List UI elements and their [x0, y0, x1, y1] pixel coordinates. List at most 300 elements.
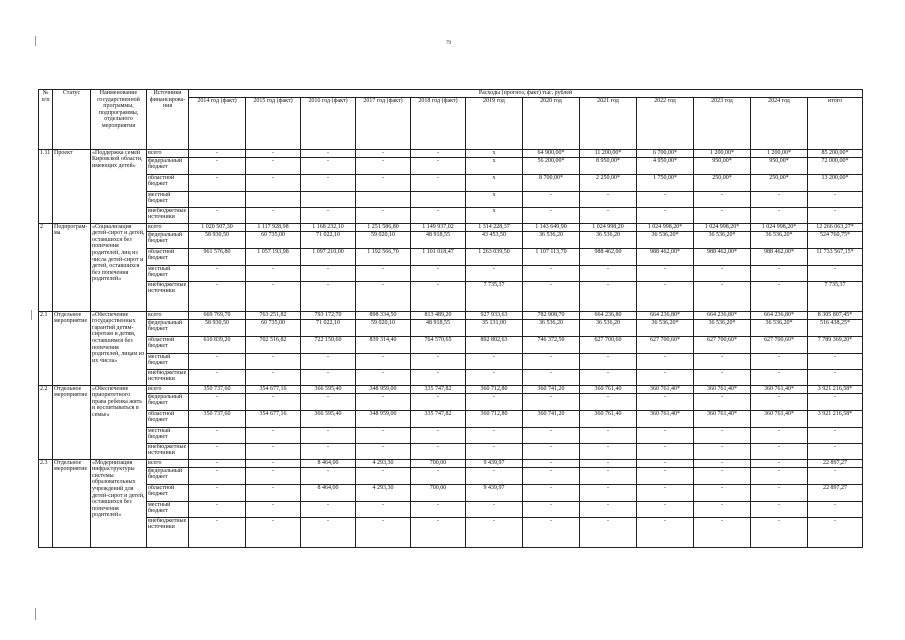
- value-cell: -: [246, 517, 301, 547]
- value-cell: x: [466, 149, 523, 157]
- value-cell: 7 735,37: [466, 281, 523, 311]
- funding-source: всего: [147, 149, 189, 157]
- value-cell: 3 921 216,58*: [808, 385, 863, 393]
- funding-source: местный бюджет: [147, 191, 189, 207]
- value-cell: -: [189, 157, 246, 174]
- value-cell: -: [808, 265, 863, 281]
- value-cell: 8 700,00*: [523, 174, 580, 191]
- value-cell: -: [637, 459, 694, 467]
- table-row: [39, 281, 863, 311]
- header-year: 2020 год: [523, 97, 580, 149]
- header-status: Статус: [53, 90, 91, 150]
- value-cell: -: [580, 207, 637, 223]
- value-cell: -: [301, 369, 356, 385]
- value-cell: 22 897,27: [808, 484, 863, 501]
- value-cell: -: [411, 207, 466, 223]
- value-cell: -: [466, 467, 523, 484]
- value-cell: 1 251 586,80: [356, 223, 411, 231]
- table-row: [39, 353, 863, 369]
- value-cell: -: [466, 353, 523, 369]
- section-num: 2: [39, 223, 53, 311]
- header-source: Источники финансирова-ния: [147, 90, 189, 150]
- value-cell: -: [301, 501, 356, 517]
- value-cell: -: [411, 157, 466, 174]
- funding-source: всего: [147, 385, 189, 393]
- value-cell: 48 918,55: [411, 319, 466, 336]
- header-year: итого: [808, 97, 863, 149]
- value-cell: 9 439,97: [466, 484, 523, 501]
- value-cell: 1 750,00*: [637, 174, 694, 191]
- table-row: [39, 149, 863, 157]
- value-cell: 764 570,65: [411, 336, 466, 353]
- value-cell: 1 024 998,20: [580, 223, 637, 231]
- value-cell: -: [523, 191, 580, 207]
- value-cell: 1 143 649,90: [523, 223, 580, 231]
- value-cell: -: [466, 393, 523, 410]
- value-cell: -: [523, 207, 580, 223]
- value-cell: -: [580, 369, 637, 385]
- value-cell: 988 462,00*: [637, 248, 694, 265]
- value-cell: 36 536,20: [523, 231, 580, 248]
- value-cell: -: [523, 467, 580, 484]
- funding-source: внебюджетные источники: [147, 207, 189, 223]
- value-cell: -: [751, 393, 808, 410]
- value-cell: 366 595,40: [301, 410, 356, 427]
- value-cell: -: [411, 393, 466, 410]
- value-cell: 48 918,55: [411, 231, 466, 248]
- value-cell: 782 908,70: [523, 311, 580, 319]
- table-row: [39, 427, 863, 443]
- value-cell: [189, 191, 246, 207]
- table-row: [39, 174, 863, 191]
- value-cell: 366 595,40: [301, 385, 356, 393]
- value-cell: 60 735,00: [246, 231, 301, 248]
- value-cell: -: [246, 459, 301, 467]
- value-cell: -: [301, 157, 356, 174]
- value-cell: -: [580, 467, 637, 484]
- value-cell: 722 150,60: [301, 336, 356, 353]
- header-num: № п/п: [39, 90, 53, 150]
- value-cell: -: [523, 501, 580, 517]
- value-cell: 354 677,16: [246, 385, 301, 393]
- value-cell: -: [523, 265, 580, 281]
- value-cell: -: [356, 517, 411, 547]
- value-cell: -: [301, 443, 356, 459]
- value-cell: 627 700,60*: [751, 336, 808, 353]
- value-cell: 1 117 928,98: [246, 223, 301, 231]
- section-name: «Социализация детей-сирот и детей, оставшихся без попечения родителей, лиц из числа детей-сирот и детей, оставшихся без попечения родителей»: [91, 223, 147, 311]
- header-year: 2022 год: [637, 97, 694, 149]
- value-cell: 1 097 210,00: [301, 248, 356, 265]
- table-row: [39, 517, 863, 547]
- value-cell: 360 741,20: [523, 385, 580, 393]
- section-name: «Обеспечение государственных гарантий детям-сиротам и детям, оставшимся без попечения родителей, лицам из их числа»: [91, 311, 147, 385]
- value-cell: 13 200,00*: [808, 174, 863, 191]
- value-cell: 22 897,27: [808, 459, 863, 467]
- value-cell: -: [411, 353, 466, 369]
- value-cell: -: [189, 501, 246, 517]
- value-cell: 1 101 018,47: [411, 248, 466, 265]
- value-cell: 700,00: [411, 459, 466, 467]
- value-cell: -: [580, 459, 637, 467]
- value-cell: -: [751, 369, 808, 385]
- value-cell: -: [301, 149, 356, 157]
- section-num: 2.2: [39, 385, 53, 459]
- table-body: [39, 149, 863, 547]
- funding-source: областной бюджет: [147, 484, 189, 501]
- value-cell: -: [356, 443, 411, 459]
- value-cell: -: [356, 427, 411, 443]
- header-year: 2015 год (факт): [246, 97, 301, 149]
- value-cell: -: [580, 281, 637, 311]
- value-cell: 12 266 063,27*: [808, 223, 863, 231]
- value-cell: -: [637, 393, 694, 410]
- value-cell: -: [637, 501, 694, 517]
- table-row: [39, 410, 863, 427]
- value-cell: 950,00*: [751, 157, 808, 174]
- value-cell: 4 293,30: [356, 484, 411, 501]
- value-cell: [301, 191, 356, 207]
- value-cell: -: [246, 157, 301, 174]
- value-cell: 1 200,00*: [751, 149, 808, 157]
- table-row: [39, 336, 863, 353]
- value-cell: 348 959,00: [356, 385, 411, 393]
- funding-source: областной бюджет: [147, 248, 189, 265]
- value-cell: -: [189, 281, 246, 311]
- margin-mark-bottom: [35, 608, 36, 620]
- value-cell: -: [694, 467, 751, 484]
- value-cell: 350 737,60: [189, 410, 246, 427]
- funding-source: внебюджетные источники: [147, 517, 189, 547]
- value-cell: -: [637, 467, 694, 484]
- value-cell: 746 372,50: [523, 336, 580, 353]
- value-cell: 71 022,10: [301, 231, 356, 248]
- value-cell: -: [301, 174, 356, 191]
- funding-source: всего: [147, 459, 189, 467]
- value-cell: -: [246, 369, 301, 385]
- value-cell: 360 761,40*: [751, 385, 808, 393]
- value-cell: -: [466, 369, 523, 385]
- value-cell: -: [246, 501, 301, 517]
- value-cell: x: [466, 157, 523, 174]
- value-cell: 64 900,00*: [523, 149, 580, 157]
- value-cell: -: [637, 353, 694, 369]
- funding-source: всего: [147, 223, 189, 231]
- value-cell: 72 000,00*: [808, 157, 863, 174]
- section-name: «Обеспечение приоритетного права ребенка жить и воспитываться в семье»: [91, 385, 147, 459]
- value-cell: -: [246, 427, 301, 443]
- value-cell: 36 536,20: [580, 231, 637, 248]
- value-cell: 961 576,80: [189, 248, 246, 265]
- value-cell: -: [637, 484, 694, 501]
- value-cell: -: [808, 393, 863, 410]
- value-cell: 360 741,20: [523, 410, 580, 427]
- value-cell: 1 020 507,30: [189, 223, 246, 231]
- funding-source: областной бюджет: [147, 336, 189, 353]
- value-cell: -: [189, 427, 246, 443]
- value-cell: -: [580, 517, 637, 547]
- value-cell: 927 933,63: [466, 311, 523, 319]
- table-row: [39, 191, 863, 207]
- value-cell: 1 200,00*: [694, 149, 751, 157]
- value-cell: 898 334,50: [356, 311, 411, 319]
- value-cell: 335 747,82: [411, 410, 466, 427]
- funding-source: местный бюджет: [147, 427, 189, 443]
- value-cell: -: [580, 393, 637, 410]
- value-cell: 60 735,00: [246, 319, 301, 336]
- value-cell: 516 438,25*: [808, 319, 863, 336]
- value-cell: -: [356, 149, 411, 157]
- value-cell: -: [466, 443, 523, 459]
- value-cell: 1 024 998,20*: [637, 223, 694, 231]
- value-cell: -: [356, 393, 411, 410]
- value-cell: 9 439,97: [466, 459, 523, 467]
- value-cell: -: [356, 467, 411, 484]
- header-expenses: Расходы (прогноз, факт) тыс. рублей: [189, 90, 863, 98]
- value-cell: -: [523, 517, 580, 547]
- value-cell: -: [580, 427, 637, 443]
- value-cell: 7 735,37: [808, 281, 863, 311]
- value-cell: 250,00*: [694, 174, 751, 191]
- value-cell: -: [189, 393, 246, 410]
- value-cell: -: [751, 191, 808, 207]
- value-cell: -: [466, 501, 523, 517]
- value-cell: 988 462,00*: [694, 248, 751, 265]
- funding-source: местный бюджет: [147, 501, 189, 517]
- value-cell: 360 761,40*: [637, 410, 694, 427]
- value-cell: -: [466, 265, 523, 281]
- value-cell: 1 149 937,02: [411, 223, 466, 231]
- value-cell: -: [301, 265, 356, 281]
- value-cell: -: [523, 427, 580, 443]
- value-cell: -: [580, 501, 637, 517]
- table-row: [39, 319, 863, 336]
- value-cell: 36 536,20*: [637, 319, 694, 336]
- value-cell: 664 236,80*: [694, 311, 751, 319]
- value-cell: 360 761,40*: [637, 385, 694, 393]
- value-cell: -: [637, 191, 694, 207]
- value-cell: 36 536,20*: [694, 319, 751, 336]
- table-row: [39, 311, 863, 319]
- value-cell: -: [411, 467, 466, 484]
- value-cell: 360 761,40: [580, 410, 637, 427]
- value-cell: -: [411, 265, 466, 281]
- value-cell: -: [246, 353, 301, 369]
- value-cell: 2 250,00*: [580, 174, 637, 191]
- value-cell: -: [189, 174, 246, 191]
- value-cell: 627 700,60*: [637, 336, 694, 353]
- value-cell: -: [751, 281, 808, 311]
- value-cell: 11 733 567,15*: [808, 248, 863, 265]
- header-year: 2023 год: [694, 97, 751, 149]
- value-cell: -: [356, 281, 411, 311]
- value-cell: 335 747,82: [411, 385, 466, 393]
- value-cell: -: [189, 459, 246, 467]
- table-row: [39, 207, 863, 223]
- section-status: Отдельное мероприятие: [53, 385, 91, 459]
- section-num: 1.11: [39, 149, 53, 223]
- header-year: 2021 год: [580, 97, 637, 149]
- value-cell: -: [189, 369, 246, 385]
- value-cell: -: [694, 501, 751, 517]
- value-cell: -: [411, 149, 466, 157]
- value-cell: 59 020,10: [356, 231, 411, 248]
- table-row: [39, 265, 863, 281]
- value-cell: -: [356, 157, 411, 174]
- header-year: 2017 год (факт): [356, 97, 411, 149]
- value-cell: 793 172,70: [301, 311, 356, 319]
- value-cell: -: [808, 369, 863, 385]
- table-row: [39, 248, 863, 265]
- value-cell: 700,00: [411, 484, 466, 501]
- table-row: [39, 393, 863, 410]
- value-cell: -: [580, 484, 637, 501]
- value-cell: 1 168 232,10: [301, 223, 356, 231]
- value-cell: -: [808, 467, 863, 484]
- value-cell: -: [246, 281, 301, 311]
- value-cell: 664 236,80*: [637, 311, 694, 319]
- value-cell: -: [694, 393, 751, 410]
- value-cell: -: [356, 265, 411, 281]
- value-cell: -: [189, 207, 246, 223]
- value-cell: -: [580, 191, 637, 207]
- value-cell: 360 712,80: [466, 385, 523, 393]
- value-cell: 627 700,60*: [694, 336, 751, 353]
- value-cell: -: [523, 459, 580, 467]
- value-cell: 354 677,16: [246, 410, 301, 427]
- value-cell: 702 516,82: [246, 336, 301, 353]
- value-cell: -: [751, 484, 808, 501]
- value-cell: -: [189, 149, 246, 157]
- value-cell: 85 200,00*: [808, 149, 863, 157]
- table-row: [39, 443, 863, 459]
- value-cell: 360 712,80: [466, 410, 523, 427]
- value-cell: -: [356, 207, 411, 223]
- value-cell: -: [411, 369, 466, 385]
- header-year: 2024 год: [751, 97, 808, 149]
- value-cell: -: [694, 517, 751, 547]
- header-row-top: [39, 90, 863, 98]
- value-cell: 348 959,00: [356, 410, 411, 427]
- value-cell: 250,00*: [751, 174, 808, 191]
- table-row: [39, 157, 863, 174]
- value-cell: -: [523, 393, 580, 410]
- value-cell: -: [808, 501, 863, 517]
- value-cell: 524 760,75*: [808, 231, 863, 248]
- value-cell: 36 536,20: [580, 319, 637, 336]
- value-cell: 36 536,20*: [751, 319, 808, 336]
- section-status: Отдельное мероприятие: [53, 311, 91, 385]
- value-cell: 360 761,40*: [694, 385, 751, 393]
- value-cell: -: [580, 265, 637, 281]
- value-cell: -: [523, 353, 580, 369]
- funding-source: федеральный бюджет: [147, 157, 189, 174]
- value-cell: 8 464,00: [301, 484, 356, 501]
- funding-source: местный бюджет: [147, 265, 189, 281]
- value-cell: -: [523, 281, 580, 311]
- value-cell: 11 200,00*: [580, 149, 637, 157]
- value-cell: 8 305 807,45*: [808, 311, 863, 319]
- value-cell: -: [751, 353, 808, 369]
- value-cell: -: [189, 484, 246, 501]
- value-cell: 7 789 369,20*: [808, 336, 863, 353]
- value-cell: -: [411, 174, 466, 191]
- value-cell: -: [637, 265, 694, 281]
- table-row: [39, 223, 863, 231]
- value-cell: -: [189, 353, 246, 369]
- value-cell: [246, 191, 301, 207]
- value-cell: -: [466, 517, 523, 547]
- table-row: [39, 231, 863, 248]
- value-cell: 71 022,10: [301, 319, 356, 336]
- margin-mark-middle: [31, 310, 32, 320]
- value-cell: -: [189, 517, 246, 547]
- value-cell: -: [694, 427, 751, 443]
- value-cell: -: [808, 517, 863, 547]
- value-cell: -: [246, 149, 301, 157]
- value-cell: -: [694, 281, 751, 311]
- funding-source: областной бюджет: [147, 174, 189, 191]
- value-cell: -: [246, 174, 301, 191]
- value-cell: 36 536,20*: [751, 231, 808, 248]
- value-cell: -: [694, 484, 751, 501]
- funding-source: внебюджетные источники: [147, 281, 189, 311]
- value-cell: -: [580, 443, 637, 459]
- value-cell: 988 462,00*: [751, 248, 808, 265]
- value-cell: 669 769,70: [189, 311, 246, 319]
- value-cell: -: [301, 427, 356, 443]
- table-row: [39, 369, 863, 385]
- value-cell: 1 263 039,50: [466, 248, 523, 265]
- value-cell: 56 200,00*: [523, 157, 580, 174]
- value-cell: 1 314 228,37: [466, 223, 523, 231]
- value-cell: -: [637, 369, 694, 385]
- value-cell: 1 192 566,70: [356, 248, 411, 265]
- section-name: «Модернизация инфраструктуры системы образовательных учреждений для детей-сирот и детей, оставшихся без попечения родителей»: [91, 459, 147, 547]
- value-cell: 6 700,00*: [637, 149, 694, 157]
- value-cell: -: [411, 427, 466, 443]
- value-cell: -: [246, 467, 301, 484]
- value-cell: -: [751, 443, 808, 459]
- value-cell: 360 761,40: [580, 385, 637, 393]
- value-cell: 35 131,00: [466, 319, 523, 336]
- value-cell: 664 236,80: [580, 311, 637, 319]
- value-cell: -: [189, 443, 246, 459]
- value-cell: -: [637, 517, 694, 547]
- value-cell: 360 761,40*: [751, 410, 808, 427]
- value-cell: -: [189, 467, 246, 484]
- value-cell: 950,00*: [694, 157, 751, 174]
- value-cell: -: [694, 353, 751, 369]
- value-cell: -: [411, 281, 466, 311]
- table-row: [39, 385, 863, 393]
- value-cell: 1 024 998,20*: [751, 223, 808, 231]
- header-name: Наименование государственной программы, подпрограммы, отдельного мероприятия: [91, 90, 147, 150]
- funding-source: внебюджетные источники: [147, 443, 189, 459]
- value-cell: -: [808, 427, 863, 443]
- value-cell: -: [301, 281, 356, 311]
- value-cell: -: [751, 467, 808, 484]
- value-cell: -: [751, 265, 808, 281]
- page-number: 79: [446, 41, 451, 46]
- value-cell: -: [694, 207, 751, 223]
- value-cell: -: [301, 353, 356, 369]
- value-cell: -: [411, 517, 466, 547]
- value-cell: -: [301, 393, 356, 410]
- value-cell: -: [356, 501, 411, 517]
- value-cell: -: [301, 207, 356, 223]
- funding-source: федеральный бюджет: [147, 319, 189, 336]
